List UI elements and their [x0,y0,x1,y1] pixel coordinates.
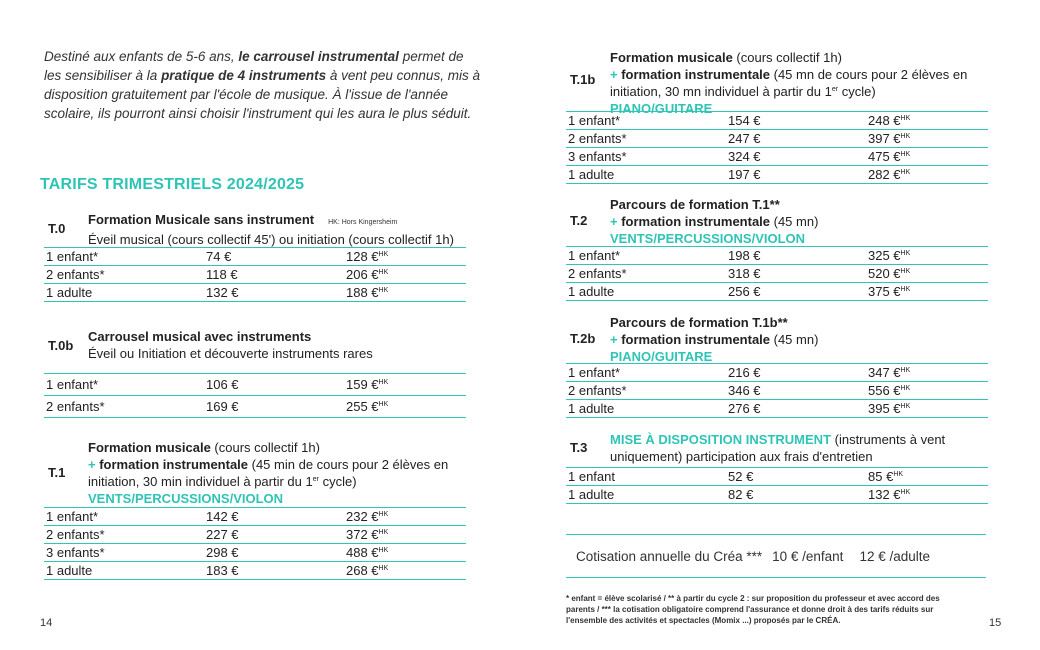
row-hk-price: 248 €$^{HK}$ [868,112,911,128]
intro-text: Destiné aux enfants de 5-6 ans, [44,49,239,64]
table-row [44,508,466,526]
row-label: 2 enfants* [568,265,627,281]
table-row [566,400,988,418]
row-price: 132 € [206,284,239,300]
cotisation-adulte: 12 € /adulte [859,548,930,564]
tariff-table [566,111,988,184]
table-row [44,544,466,562]
table-row [566,486,988,504]
row-hk-price: 268 €$^{HK}$ [346,562,389,578]
tariff-line2-bold: formation instrumentale [621,214,771,229]
tariff-subtitle: Éveil ou Initiation et découverte instruments rares [88,346,373,361]
row-label: 1 enfant [568,468,615,484]
row-price: 142 € [206,508,239,524]
tariff-code: T.0b [48,338,74,353]
tariff-code: T.1 [48,465,66,480]
plus-sign: + [88,457,100,472]
tariff-title: MISE À DISPOSITION INSTRUMENT [610,432,832,447]
row-hk-price: 347 €$^{HK}$ [868,364,911,380]
row-label: 1 enfant* [568,364,621,380]
row-label: 1 enfant* [46,376,99,392]
tariff-line2: (45 mn) [770,332,819,347]
table-row [566,468,988,486]
table-row [44,396,466,418]
table-row [44,562,466,580]
section-title: TARIFS TRIMESTRIELS 2024/2025 [40,176,305,193]
table-row [566,130,988,148]
tariff-line2-bold: formation instrumentale [99,457,249,472]
row-price: 216 € [728,364,761,380]
tariff-table [566,246,988,301]
row-hk-price: 325 €$^{HK}$ [868,247,911,263]
plus-sign: + [610,332,622,347]
tariff-line2-bold: formation instrumentale [621,67,771,82]
row-label: 1 adulte [568,283,615,299]
cotisation-enfant: 10 € /enfant [772,548,844,564]
row-label: 1 enfant* [46,508,99,524]
row-hk-price: 520 €$^{HK}$ [868,265,911,281]
page-number-left: 14 [40,617,53,629]
row-label: 1 enfant* [568,112,621,128]
tariff-block-t2 [566,196,988,301]
tariff-title: Carrousel musical avec instruments [88,329,312,344]
row-hk-price: 395 €$^{HK}$ [868,400,911,416]
tariff-code: T.2b [570,331,596,346]
row-price: 197 € [728,166,761,182]
row-label: 3 enfants* [568,148,627,164]
table-row [566,382,988,400]
tariff-block-t3 [566,431,988,504]
row-price: 256 € [728,283,761,299]
tariff-code: T.2 [570,213,588,228]
instrument-group: PIANO/GUITARE [610,349,713,364]
cotisation-box [566,534,986,578]
tariff-code: T.3 [570,440,588,455]
row-hk-price: 232 €$^{HK}$ [346,508,389,524]
hk-note: HK: Hors Kingersheim [328,219,398,226]
row-hk-price: 282 €$^{HK}$ [868,166,911,182]
row-price: 198 € [728,247,761,263]
row-price: 82 € [728,486,754,502]
row-price: 106 € [206,376,239,392]
tariff-code: T.1b [570,72,596,87]
row-label: 1 adulte [568,400,615,416]
row-label: 2 enfants* [46,526,105,542]
superscript: er [831,86,839,93]
tariff-title-rest: (instruments à vent uniquement) participation aux frais d'entretien [610,432,946,464]
tariff-block-t0b [44,328,466,418]
instrument-group: VENTS/PERCUSSIONS/VIOLON [88,491,284,506]
instrument-group: PIANO/GUITARE [610,101,713,116]
table-row [566,166,988,184]
row-price: 247 € [728,130,761,146]
row-price: 118 € [206,266,238,282]
tariff-title-rest: (cours collectif 1h) [210,440,320,455]
tariff-line2-end: cycle) [318,474,357,489]
tariff-line2: (45 min de cours pour 2 élèves en initiation, 30 min individuel à partir du 1 [88,457,449,489]
tariff-block-t1 [44,439,466,580]
row-label: 2 enfants* [568,382,627,398]
intro-bold: le carrousel instrumental [238,49,399,64]
superscript: er [312,476,319,483]
row-label: 2 enfants* [46,398,105,414]
footnote: * enfant = élève scolarisé / ** à partir du cycle 2 : sur proposition du professeur et avec accord des parents / *** la cotisation obligatoire comprend l'assurance et donne droit à des tarifs réduits sur l'ensemble des activités et spectacles (Momix ...) proposés par le CRÉA. [566,594,940,625]
instrument-group: VENTS/PERCUSSIONS/VIOLON [610,231,806,246]
intro-text: permet de les sensibiliser à la [44,49,464,83]
row-label: 2 enfants* [568,130,627,146]
row-price: 298 € [206,544,239,560]
table-row [44,266,466,284]
row-hk-price: 206 €$^{HK}$ [346,266,389,282]
row-price: 276 € [728,400,761,416]
table-row [566,247,988,265]
tariff-line2: (45 mn de cours pour 2 élèves en initiation, 30 mn individuel à partir du 1 [610,67,968,99]
table-row [566,364,988,382]
page-number-right: 15 [989,617,1002,629]
tariff-line2: (45 mn) [770,214,819,229]
row-label: 2 enfants* [46,266,105,282]
row-hk-price: 488 €$^{HK}$ [346,544,389,560]
tariff-block-t1b [566,49,988,184]
row-label: 1 enfant* [46,248,99,264]
tariff-table [44,373,466,418]
row-price: 183 € [206,562,239,578]
row-price: 169 € [206,398,239,414]
row-price: 318 € [728,265,761,281]
tariff-table [566,467,988,504]
row-hk-price: 132 €$^{HK}$ [868,486,911,502]
tariff-title: Parcours de formation T.1b** [610,315,788,330]
tariff-line2-bold: formation instrumentale [621,332,771,347]
table-row [566,283,988,301]
table-row [566,265,988,283]
row-hk-price: 159 €$^{HK}$ [346,376,389,392]
tariff-block-t2b [566,314,988,418]
row-hk-price: 397 €$^{HK}$ [868,130,911,146]
table-row [44,248,466,266]
row-price: 227 € [206,526,239,542]
tariff-table [566,363,988,418]
row-label: 3 enfants* [46,544,105,560]
intro-bold: pratique de 4 instruments [161,68,327,83]
tariff-title: Parcours de formation T.1** [610,197,780,212]
tariff-table [44,507,466,580]
row-price: 52 € [728,468,754,484]
table-row [44,284,466,302]
row-price: 154 € [728,112,761,128]
row-label: 1 enfant* [568,247,621,263]
tariff-title-rest: (cours collectif 1h) [732,50,842,65]
plus-sign: + [610,214,622,229]
intro-paragraph [44,47,484,123]
intro-text: à vent peu connus, mis à disposition gratuitement par l'école de musique. À l'issue de l'année scolaire, ils pourront ainsi choisir l'instrument qui les aura le plus séduit. [44,68,480,121]
row-label: 1 adulte [568,166,615,182]
tariff-title: Formation musicale [610,50,733,65]
row-label: 1 adulte [46,562,93,578]
row-hk-price: 475 €$^{HK}$ [868,148,911,164]
row-hk-price: 556 €$^{HK}$ [868,382,911,398]
row-hk-price: 85 €$^{HK}$ [868,468,904,484]
row-hk-price: 255 €$^{HK}$ [346,398,389,414]
tariff-table [44,247,466,302]
table-row [44,526,466,544]
tariff-subtitle: Éveil musical (cours collectif 45') ou initiation (cours collectif 1h) [88,232,454,247]
plus-sign: + [610,67,622,82]
row-price: 74 € [206,248,232,264]
tariff-title: Formation musicale [88,440,211,455]
tariff-block-t0 [44,211,466,302]
row-hk-price: 128 €$^{HK}$ [346,248,389,264]
row-price: 324 € [728,148,761,164]
table-row [566,148,988,166]
tariff-code: T.0 [48,221,66,236]
tariff-title: Formation Musicale sans instrument [88,212,315,227]
row-label: 1 adulte [46,284,93,300]
row-hk-price: 188 €$^{HK}$ [346,284,389,300]
cotisation-label: Cotisation annuelle du Créa *** [576,548,763,564]
table-row [44,374,466,396]
tariff-line2-end: cycle) [838,84,876,99]
row-hk-price: 375 €$^{HK}$ [868,283,911,299]
row-hk-price: 372 €$^{HK}$ [346,526,389,542]
row-price: 346 € [728,382,761,398]
row-label: 1 adulte [568,486,615,502]
